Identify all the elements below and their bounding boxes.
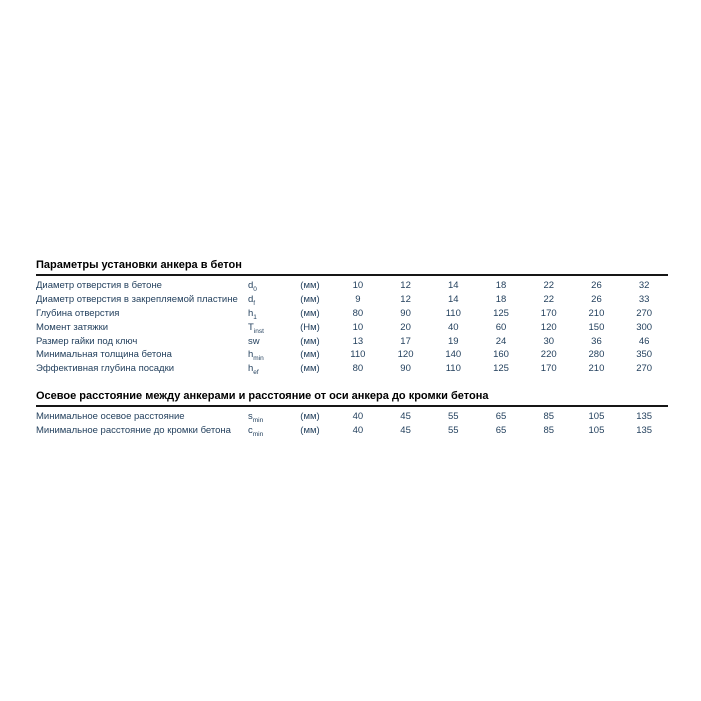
row-symbol-base: T — [248, 321, 254, 333]
row-unit: (мм) — [300, 349, 320, 361]
row-symbol-subscript: 0 — [253, 285, 257, 293]
row-value: 22 — [543, 280, 555, 291]
row-value: 220 — [540, 349, 557, 361]
row-label: Минимальная толщина бетона — [36, 349, 172, 361]
row-value: 22 — [543, 293, 555, 305]
row-value: 9 — [355, 293, 361, 305]
row-value: 110 — [445, 363, 461, 375]
row-value: 10 — [352, 280, 364, 291]
row-value: 170 — [540, 307, 557, 319]
row-label: Минимальное расстояние до кромки бетона — [36, 425, 231, 437]
row-symbol — [242, 362, 286, 376]
row-value: 270 — [636, 307, 653, 319]
row-label: Эффективная глубина посадки — [36, 363, 175, 375]
row-label: Диаметр отверстия в закрепляемой пластине — [36, 293, 238, 305]
row-value: 85 — [543, 411, 555, 423]
row-label: Размер гайки под ключ — [36, 335, 138, 347]
row-value: 80 — [352, 307, 364, 319]
row-symbol-subscript: min — [253, 355, 264, 363]
table-row — [36, 279, 668, 293]
row-value: 120 — [540, 321, 557, 333]
row-value: 26 — [591, 293, 602, 305]
row-value: 26 — [591, 280, 602, 291]
row-value: 24 — [495, 335, 507, 347]
row-value: 45 — [400, 411, 411, 423]
row-value: 125 — [493, 307, 509, 319]
row-value: 14 — [448, 293, 459, 305]
table-row — [36, 335, 668, 349]
row-value: 150 — [588, 321, 605, 333]
row-unit: (мм) — [300, 363, 320, 375]
row-symbol — [242, 348, 286, 362]
row-value: 14 — [448, 280, 459, 291]
section-anchor-spacing — [36, 389, 668, 438]
section-title-anchor-spacing: Осевое расстояние между анкерами и расстояние от оси анкера до кромки бетона — [36, 389, 668, 407]
row-symbol-base: d — [248, 280, 254, 291]
row-value: 55 — [448, 425, 459, 437]
table-anchor-spacing — [36, 407, 668, 438]
row-value: 12 — [400, 293, 411, 305]
row-value: 350 — [636, 349, 653, 361]
row-symbol-base: s — [248, 411, 253, 423]
row-value: 46 — [638, 335, 650, 347]
table-row — [36, 410, 668, 424]
row-value: 135 — [636, 425, 653, 437]
row-value: 80 — [352, 363, 364, 375]
row-value: 170 — [540, 363, 557, 375]
row-symbol — [242, 424, 286, 438]
row-value: 60 — [495, 321, 507, 333]
row-unit: (мм) — [300, 425, 320, 437]
row-symbol-base: h — [248, 307, 254, 319]
row-value: 210 — [588, 363, 605, 375]
row-symbol — [242, 410, 286, 424]
row-symbol-subscript: f — [253, 299, 256, 307]
row-value: 55 — [448, 411, 459, 423]
row-symbol-base: h — [248, 363, 254, 375]
row-value: 65 — [495, 425, 507, 437]
row-value: 140 — [445, 349, 462, 361]
row-value: 40 — [352, 411, 364, 423]
row-value: 20 — [400, 321, 411, 333]
row-symbol-base: d — [248, 293, 254, 305]
table-row — [36, 293, 668, 307]
row-value: 300 — [636, 321, 653, 333]
row-value: 90 — [400, 307, 411, 319]
row-unit: (мм) — [300, 307, 320, 319]
row-value: 18 — [495, 280, 507, 291]
table-install-params — [36, 276, 668, 376]
row-value: 85 — [543, 425, 555, 437]
row-symbol-base: sw — [248, 335, 260, 347]
row-unit: (мм) — [300, 411, 320, 423]
row-value: 45 — [400, 425, 411, 437]
row-symbol-base: h — [248, 349, 254, 361]
row-symbol-subscript: min — [252, 431, 264, 439]
row-value: 18 — [495, 293, 507, 305]
row-value: 125 — [493, 363, 509, 375]
section-install-params — [36, 258, 668, 376]
row-value: 270 — [636, 363, 653, 375]
row-symbol — [242, 307, 286, 321]
row-value: 30 — [543, 335, 555, 347]
row-value: 32 — [638, 280, 650, 291]
row-unit: (мм) — [300, 335, 320, 347]
row-value: 105 — [588, 425, 605, 437]
row-value: 13 — [352, 335, 364, 347]
row-unit: (Нм) — [300, 321, 320, 333]
table-row — [36, 321, 668, 335]
row-value: 12 — [400, 280, 411, 291]
table-row — [36, 307, 668, 321]
row-symbol — [242, 293, 286, 307]
row-value: 36 — [591, 335, 602, 347]
row-label: Минимальное осевое расстояние — [36, 411, 185, 423]
table-row — [36, 424, 668, 438]
row-value: 40 — [352, 425, 364, 437]
row-symbol — [242, 279, 286, 293]
table-row — [36, 348, 668, 362]
row-value: 280 — [588, 349, 605, 361]
row-symbol — [242, 335, 286, 349]
row-symbol-base: c — [248, 425, 253, 437]
row-symbol-subscript: min — [252, 417, 264, 425]
row-value: 120 — [397, 349, 414, 361]
row-label: Момент затяжки — [36, 321, 109, 333]
row-unit: (мм) — [300, 280, 320, 291]
row-value: 160 — [493, 349, 509, 361]
row-value: 33 — [638, 293, 650, 305]
row-symbol-subscript: ef — [253, 369, 259, 377]
row-symbol-subscript: 1 — [253, 313, 257, 321]
table-row — [36, 362, 668, 376]
catalog-sheet — [36, 258, 668, 438]
row-value: 110 — [350, 349, 366, 361]
row-value: 10 — [352, 321, 364, 333]
row-symbol — [242, 321, 286, 335]
row-value: 19 — [448, 335, 459, 347]
row-value: 135 — [636, 411, 653, 423]
row-value: 65 — [495, 411, 507, 423]
row-value: 40 — [448, 321, 459, 333]
row-label: Глубина отверстия — [36, 307, 120, 319]
row-label: Диаметр отверстия в бетоне — [36, 280, 162, 291]
row-value: 90 — [400, 363, 411, 375]
row-value: 110 — [445, 307, 461, 319]
row-value: 105 — [588, 411, 605, 423]
section-title-install-params: Параметры установки анкера в бетон — [36, 258, 668, 276]
row-symbol-subscript: inst — [253, 327, 264, 335]
row-value: 210 — [588, 307, 605, 319]
row-value: 17 — [400, 335, 411, 347]
row-unit: (мм) — [300, 293, 320, 305]
